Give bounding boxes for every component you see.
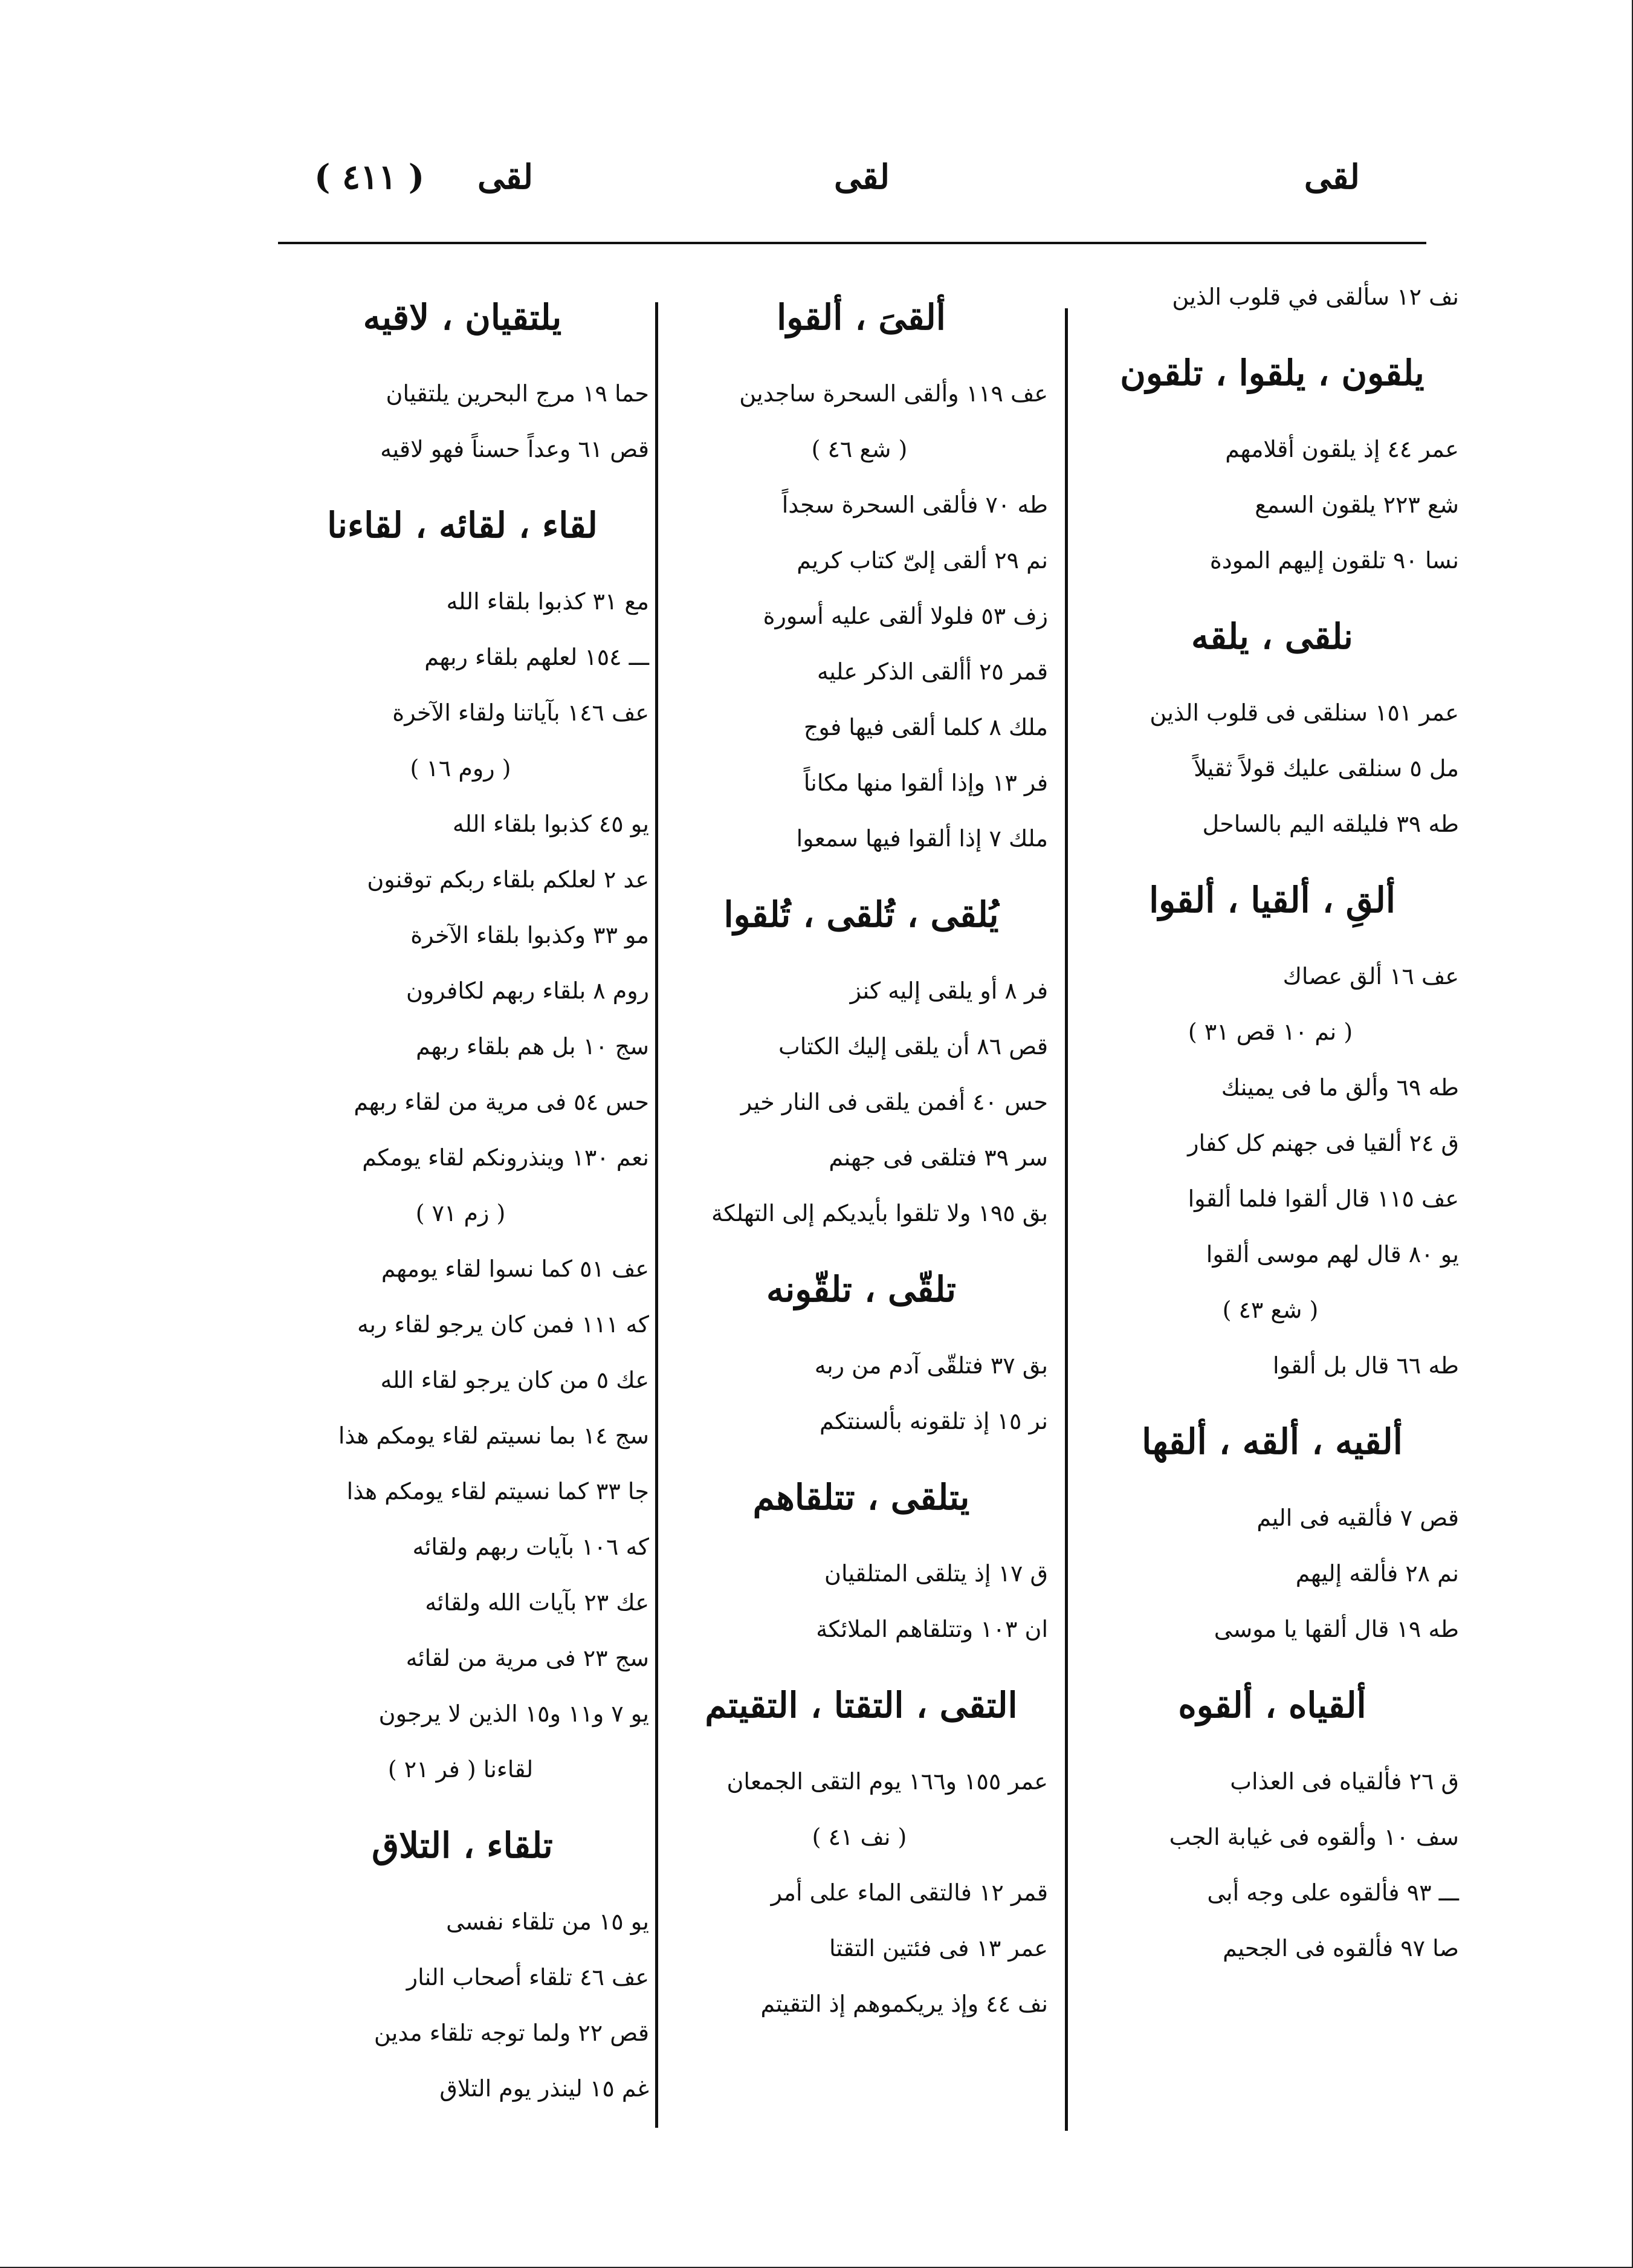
concordance-entry: حس ٤٠ أفمن يلقى فى النار خير [740, 1089, 1048, 1115]
section-heading: تلقّى ، تلقّونه [766, 1269, 956, 1310]
concordance-entry: طه ٦٩ وألق ما فى يمينك [1221, 1074, 1459, 1101]
concordance-entry: عف ١٦ ألق عصاك [1282, 963, 1459, 990]
concordance-entry: مل ٥ سنلقى عليك قولاً ثقيلاً [1194, 755, 1459, 782]
concordance-entry: ـــ ٩٣ فألقوه على وجه أبى [1207, 1879, 1459, 1906]
concordance-entry: عمر ١٥١ سنلقى فى قلوب الذين [1150, 699, 1459, 726]
concordance-entry: حس ٥٤ فى مرية من لقاء ربهم [354, 1089, 649, 1115]
cross-reference: ( شع ٤٣ ) [1222, 1297, 1319, 1323]
concordance-entry: عك ٥ من كان يرجو لقاء الله [380, 1367, 649, 1393]
concordance-entry: طه ٦٦ قال بل ألقوا [1272, 1352, 1459, 1379]
concordance-entry: عد ٢ لعلكم بلقاء ربكم توقنون [367, 866, 649, 893]
concordance-entry: عف ١١٩ وألقى السحرة ساجدين [739, 380, 1048, 407]
concordance-entry: عمر ١٣ فى فئتين التقتا [829, 1935, 1048, 1962]
concordance-entry: كه ١٠٦ بآيات ربهم ولقائه [412, 1534, 649, 1560]
concordance-entry: سر ٣٩ فتلقى فى جهنم [829, 1144, 1048, 1171]
concordance-entry: يو ١٥ من تلقاء نفسى [446, 1908, 649, 1935]
column-left [272, 269, 653, 2116]
section-heading: ألقيه ، ألقه ، ألقها [1142, 1421, 1403, 1462]
header-root-center: لقى [834, 157, 890, 197]
concordance-entry: ق ٢٦ فألقياه فى العذاب [1230, 1768, 1459, 1795]
header-root-right: لقى [1304, 157, 1360, 197]
concordance-entry: ق ١٧ إذ يتلقى المتلقيان [824, 1560, 1048, 1587]
section-heading: يُلقى ، تُلقى ، تُلقوا [723, 894, 999, 935]
cross-reference: ( نم ١٠ قص ٣١ ) [1188, 1019, 1353, 1045]
concordance-entry: روم ٨ بلقاء ربهم لكافرون [406, 977, 649, 1004]
concordance-entry: مع ٣١ كذبوا بلقاء الله [446, 588, 649, 615]
page-header [278, 145, 1426, 212]
section-heading: يلتقيان ، لاقيه [363, 297, 562, 338]
cross-reference: ( نف ٤١ ) [812, 1824, 907, 1850]
concordance-entry: سج ٢٣ فى مرية من لقائه [406, 1645, 649, 1671]
section-heading: يتلقى ، تتلقاهم [752, 1477, 970, 1518]
column-middle [671, 269, 1052, 2032]
concordance-entry: طه ٧٠ فألقى السحرة سجداً [781, 491, 1048, 518]
concordance-entry: نف ٤٤ وإذ يريكموهم إذ التقيتم [760, 1991, 1048, 2017]
section-heading: لقاء ، لقائه ، لقاءنا [327, 505, 598, 546]
concordance-entry: شع ٢٢٣ يلقون السمع [1255, 491, 1459, 518]
concordance-entry: فر ١٣ وإذا ألقوا منها مكاناً [803, 770, 1048, 796]
concordance-entry: قمر ٢٥ أألقى الذكر عليه [816, 658, 1048, 685]
concordance-entry: صا ٩٧ فألقوه فى الجحيم [1223, 1935, 1459, 1962]
concordance-entry: بق ١٩٥ ولا تلقوا بأيديكم إلى التهلكة [711, 1200, 1048, 1226]
concordance-entry: ـــ ١٥٤ لعلهم بلقاء ربهم [424, 644, 649, 670]
concordance-entry: قص ٢٢ ولما توجه تلقاء مدين [373, 2020, 649, 2046]
concordance-entry: نر ١٥ إذ تلقونه بألسنتكم [820, 1408, 1048, 1434]
header-root-left: لقى [477, 157, 534, 197]
section-heading: تلقاء ، التلاق [372, 1825, 553, 1866]
concordance-entry: قمر ١٢ فالتقى الماء على أمر [771, 1879, 1048, 1906]
concordance-entry: حما ١٩ مرج البحرين يلتقيان [386, 380, 649, 407]
cross-reference: ( زم ٧١ ) [415, 1200, 506, 1226]
concordance-entry: قص ٦١ وعداً حسناً فهو لاقيه [380, 436, 649, 462]
concordance-entry: سج ١٤ بما نسيتم لقاء يومكم هذا [338, 1422, 649, 1449]
concordance-entry: كه ١١١ فمن كان يرجو لقاء ربه [357, 1311, 649, 1338]
concordance-entry: زف ٥٣ فلولا ألقى عليه أسورة [763, 603, 1048, 629]
concordance-entry: عف ١١٥ قال ألقوا فلما ألقوا [1188, 1185, 1459, 1212]
concordance-entry: طه ٣٩ فليلقه اليم بالساحل [1202, 811, 1459, 837]
section-heading: ألقياه ، ألقوه [1178, 1685, 1366, 1726]
concordance-entry: يو ٧ و١١ و١٥ الذين لا يرجون [378, 1700, 649, 1727]
page-number: ( ٤١١ ) [314, 157, 425, 197]
concordance-entry: يو ٤٥ كذبوا بلقاء الله [452, 811, 649, 837]
concordance-entry: ملك ٧ إذا ألقوا فيها سمعوا [796, 825, 1048, 852]
concordance-entry: عف ٤٦ تلقاء أصحاب النار [406, 1964, 649, 1991]
concordance-entry: ملك ٨ كلما ألقى فيها فوج [803, 714, 1048, 740]
concordance-entry: عك ٢٣ بآيات الله ولقائه [425, 1589, 649, 1616]
concordance-entry: عف ٥١ كما نسوا لقاء يومهم [381, 1256, 649, 1282]
cross-reference: لقاءنا ( فر ٢١ ) [387, 1756, 534, 1783]
concordance-entry: جا ٣٣ كما نسيتم لقاء يومكم هذا [346, 1478, 649, 1505]
concordance-entry: نم ٢٩ ألقى إلىّ كتاب كريم [797, 547, 1048, 574]
concordance-entry: بق ٣٧ فتلقّى آدم من ربه [814, 1352, 1048, 1379]
concordance-entry: قص ٨٦ أن يلقى إليك الكتاب [778, 1033, 1048, 1060]
column-right [1082, 269, 1463, 1976]
concordance-entry: ان ١٠٣ وتتلقاهم الملائكة [816, 1616, 1048, 1642]
cross-reference: ( روم ١٦ ) [410, 755, 511, 782]
concordance-entry: عمر ١٥٥ و١٦٦ يوم التقى الجمعان [726, 1768, 1048, 1795]
section-heading: نلقى ، يلقه [1191, 616, 1353, 657]
concordance-entry: يو ٨٠ قال لهم موسى ألقوا [1206, 1241, 1459, 1268]
concordance-entry: نم ٢٨ فألقه إليهم [1295, 1560, 1459, 1587]
cross-reference: ( شع ٤٦ ) [811, 436, 908, 462]
section-heading: ألقِ ، ألقيا ، ألقوا [1149, 880, 1395, 921]
column-divider-right [1065, 308, 1068, 2131]
column-divider-left [655, 302, 658, 2128]
concordance-entry: نسا ٩٠ تلقون إليهم المودة [1209, 547, 1459, 574]
concordance-entry: طه ١٩ قال ألقها يا موسى [1214, 1616, 1459, 1642]
header-rule [278, 242, 1426, 244]
concordance-entry: فر ٨ أو يلقى إليه كنز [850, 977, 1048, 1004]
concordance-entry: سج ١٠ بل هم بلقاء ربهم [416, 1033, 649, 1060]
section-heading: يلقون ، يلقوا ، تلقون [1120, 352, 1424, 394]
concordance-entry: ق ٢٤ ألقيا فى جهنم كل كفار [1188, 1130, 1459, 1156]
concordance-entry: نعم ١٣٠ وينذرونكم لقاء يومكم [362, 1144, 649, 1171]
concordance-entry: مو ٣٣ وكذبوا بلقاء الآخرة [410, 922, 649, 948]
concordance-entry: عف ١٤٦ بآياتنا ولقاء الآخرة [392, 699, 649, 726]
section-heading: ألقىَ ، ألقوا [777, 297, 946, 338]
section-heading: التقى ، التقتا ، التقيتم [705, 1685, 1018, 1726]
concordance-entry: سف ١٠ وألقوه فى غيابة الجب [1169, 1824, 1459, 1850]
concordance-entry: نف ١٢ سألقى في قلوب الذين [1172, 284, 1459, 310]
concordance-entry: عمر ٤٤ إذ يلقون أقلامهم [1225, 436, 1459, 462]
concordance-entry: غم ١٥ لينذر يوم التلاق [439, 2075, 649, 2102]
concordance-entry: قص ٧ فألقيه فى اليم [1256, 1505, 1459, 1531]
